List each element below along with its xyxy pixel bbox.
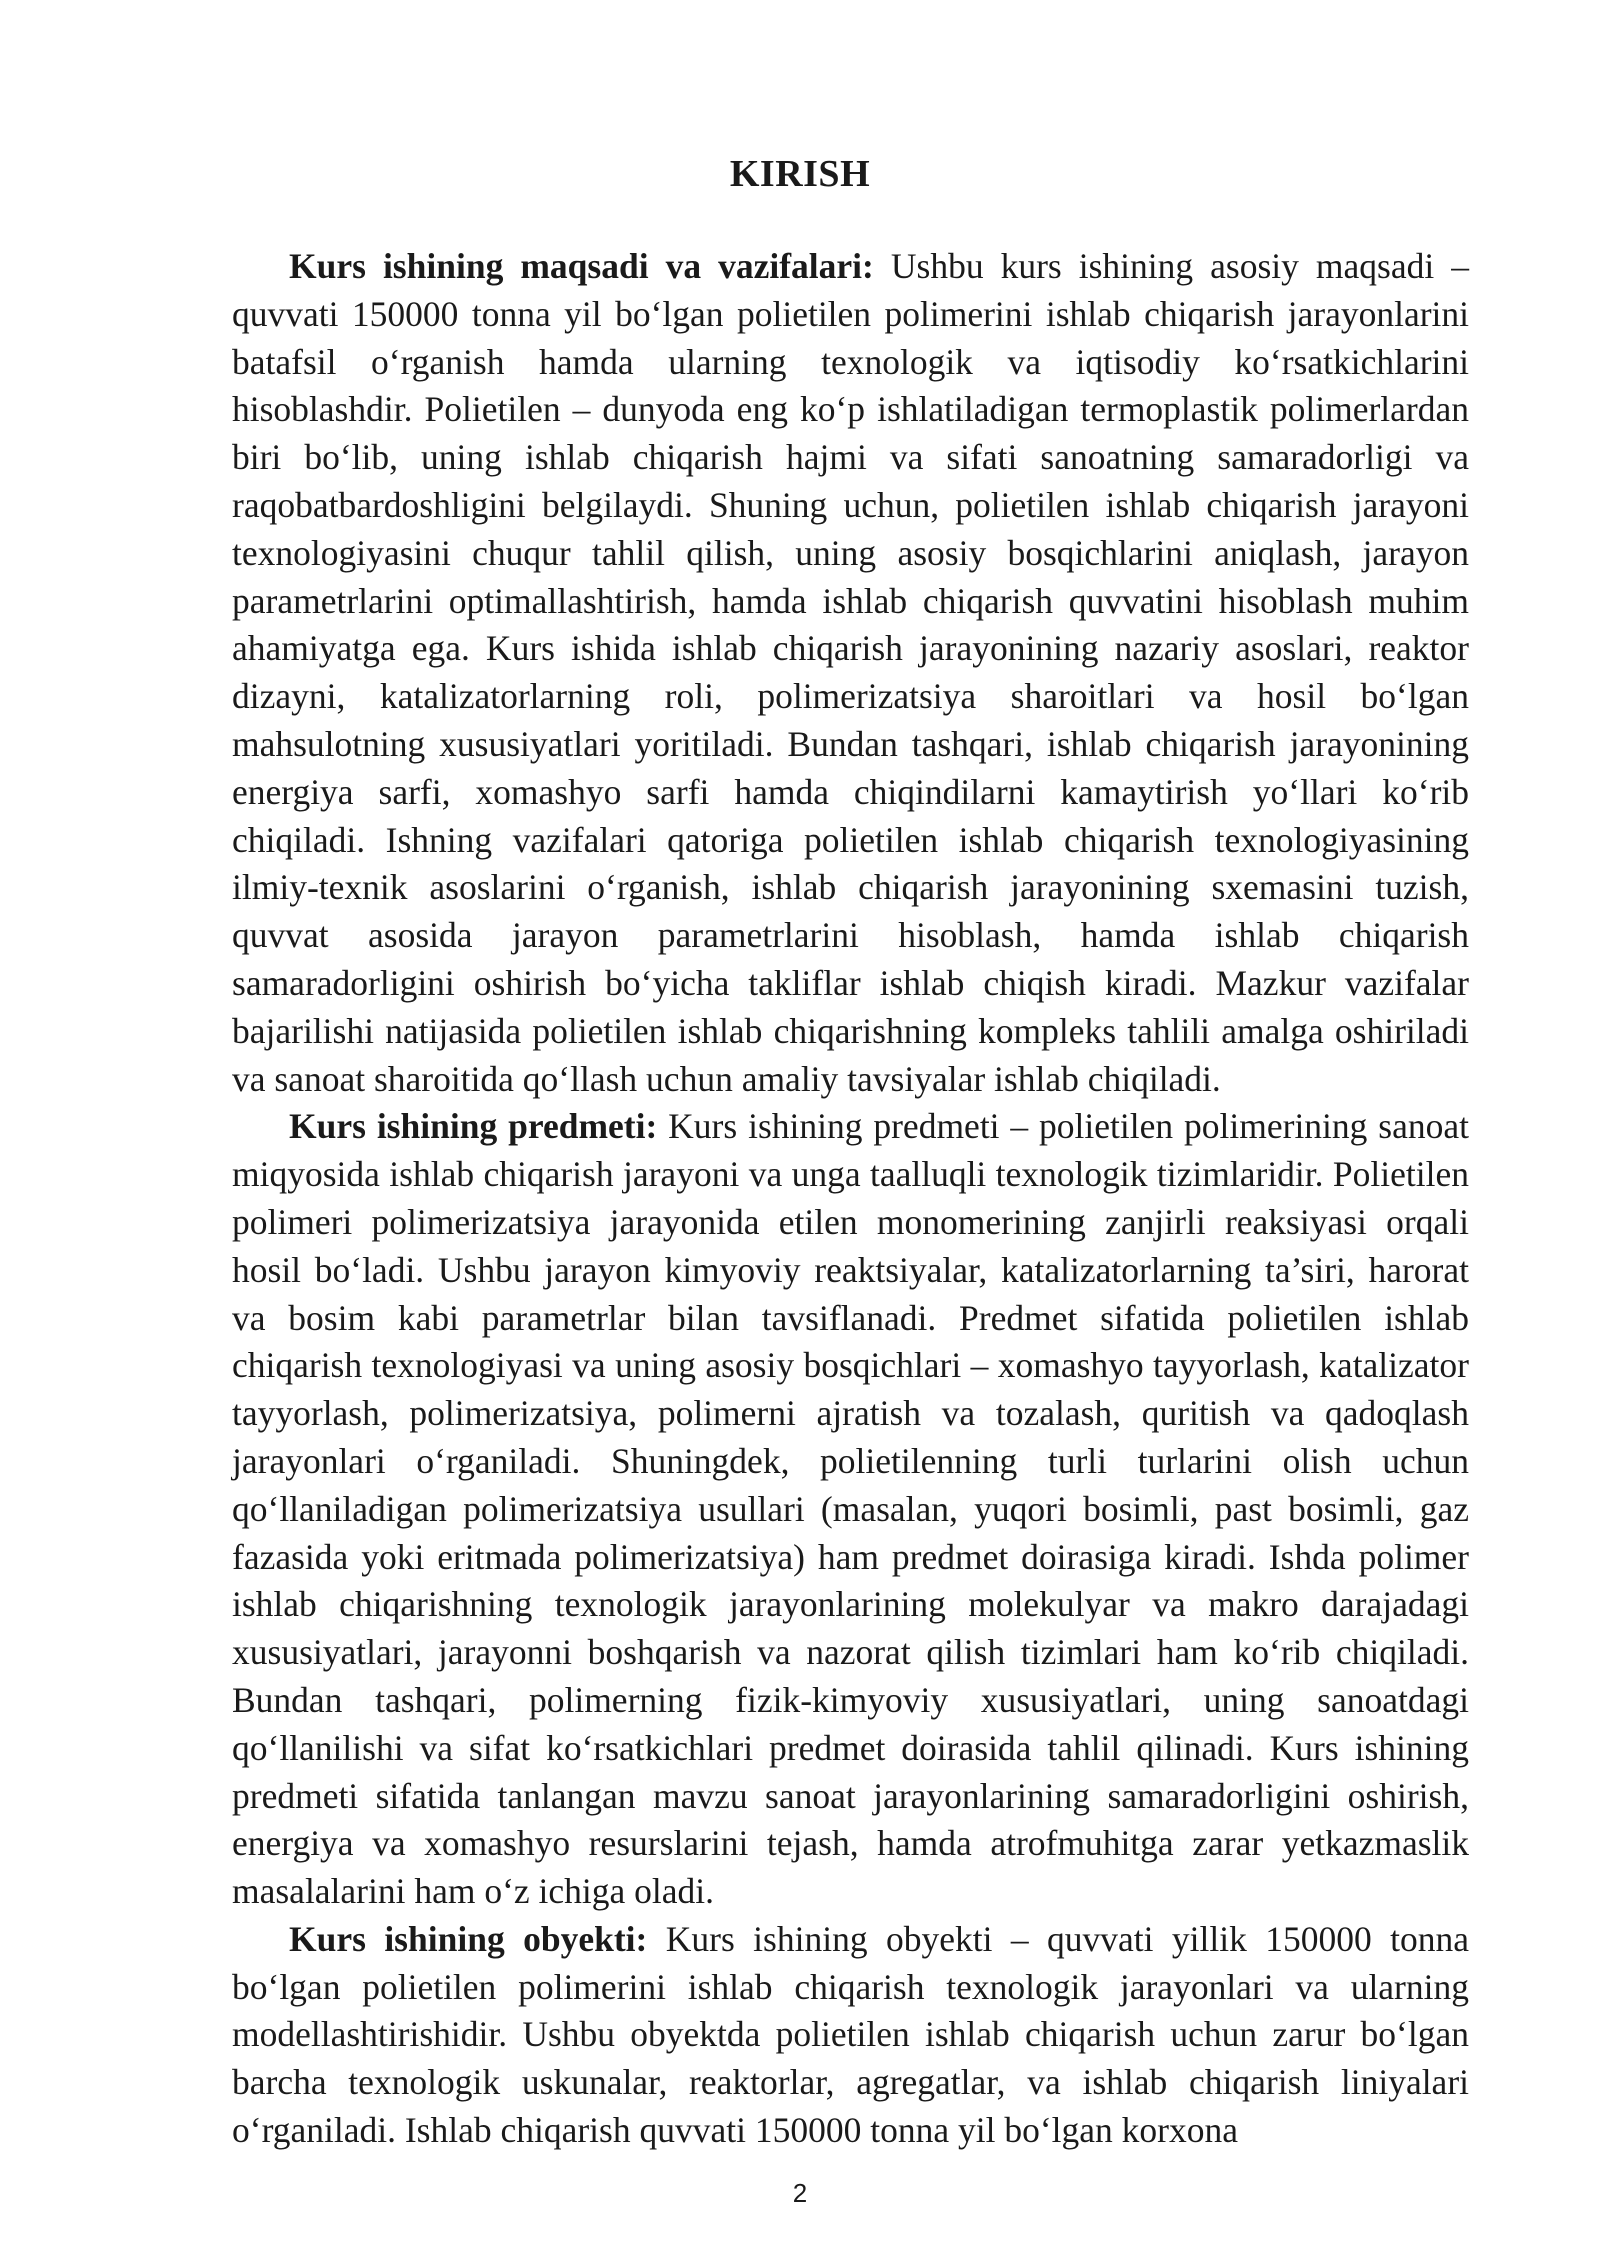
paragraph-object bbox=[232, 1916, 1469, 2155]
document-body bbox=[232, 243, 1469, 2155]
paragraph-goals bbox=[232, 243, 1469, 1103]
paragraph-lead: Kurs ishining maqsadi va vazifalari: bbox=[289, 246, 874, 286]
paragraph-text: Ushbu kurs ishining asosiy maqsadi – quvvati 150000 tonna yil bo‘lgan polietilen polimerini ishlab chiqarish jarayonlarini batafsil o‘rganish hamda ularning texnologik va iqtisodiy ko‘rsatkichlarini hisoblashdir. Polietilen – dunyoda eng ko‘p ishlatiladigan termoplastik polimerlardan biri bo‘lib, uning ishlab chiqarish hajmi va sifati sanoatning samaradorligi va raqobatbardoshligini belgilaydi. Shuning uchun, polietilen ishlab chiqarish jarayoni texnologiyasini chuqur tahlil qilish, uning asosiy bosqichlarini aniqlash, jarayon parametrlarini optimallashtirish, hamda ishlab chiqarish quvvatini hisoblash muhim ahamiyatga ega. Kurs ishida ishlab chiqarish jarayonining nazariy asoslari, reaktor dizayni, katalizatorlarning roli, polimerizatsiya sharoitlari va hosil bo‘lgan mahsulotning xususiyatlari yoritiladi. Bundan tashqari, ishlab chiqarish jarayonining energiya sarfi, xomashyo sarfi hamda chiqindilarni kamaytirish yo‘llari ko‘rib chiqiladi. Ishning vazifalari qatoriga polietilen ishlab chiqarish texnologiyasining ilmiy-texnik asoslarini o‘rganish, ishlab chiqarish jarayonining sxemasini tuzish, quvvat asosida jarayon parametrlarini hisoblash, hamda ishlab chiqarish samaradorligini oshirish bo‘yicha takliflar ishlab chiqish kiradi. Mazkur vazifalar bajarilishi natijasida polietilen ishlab chiqarishning kompleks tahlili amalga oshiriladi va sanoat sharoitida qo‘llash uchun amaliy tavsiyalar ishlab chiqiladi. bbox=[232, 246, 1469, 1099]
paragraph-lead: Kurs ishining obyekti: bbox=[289, 1918, 648, 1959]
paragraph-text: Kurs ishining predmeti – polietilen polimerining sanoat miqyosida ishlab chiqarish jarayoni va unga taalluqli texnologik tizimlaridir. Polietilen polimeri polimerizatsiya jarayonida etilen monomerining zanjirli reaksiyasi orqali hosil bo‘ladi. Ushbu jarayon kimyoviy reaktsiyalar, katalizatorlarning ta’siri, harorat va bosim kabi parametrlar bilan tavsiflanadi. Predmet sifatida polietilen ishlab chiqarish texnologiyasi va uning asosiy bosqichlari – xomashyo tayyorlash, katalizator tayyorlash, polimerizatsiya, polimerni ajratish va tozalash, quritish va qadoqlash jarayonlari o‘rganiladi. Shuningdek, polietilenning turli turlarini olish uchun qo‘llaniladigan polimerizatsiya usullari (masalan, yuqori bosimli, past bosimli, gaz fazasida yoki eritmada polimerizatsiya) ham predmet doirasiga kiradi. Ishda polimer ishlab chiqarishning texnologik jarayonlarining molekulyar va makro darajadagi xususiyatlari, jarayonni boshqarish va nazorat qilish tizimlari ham ko‘rib chiqiladi. Bundan tashqari, polimerning fizik-kimyoviy xususiyatlari, uning sanoatdagi qo‘llanilishi va sifat ko‘rsatkichlari predmet doirasida tahlil qilinadi. Kurs ishining predmeti sifatida tanlangan mavzu sanoat jarayonlarining samaradorligini oshirish, energiya va xomashyo resurslarini tejash, hamda atrofmuhitga zarar yetkazmaslik masalalarini ham o‘z ichiga oladi. bbox=[232, 1106, 1469, 1912]
paragraph-text: Kurs ishining obyekti – quvvati yillik 150000 tonna bo‘lgan polietilen polimerini ishlab chiqarish texnologik jarayonlari va ularning modellashtirishidir. Ushbu obyektda polietilen ishlab chiqarish uchun zarur bo‘lgan barcha texnologik uskunalar, reaktorlar, agregatlar, va ishlab chiqarish liniyalari o‘rganiladi. Ishlab chiqarish quvvati 150000 tonna yil bo‘lgan korxona bbox=[232, 1918, 1469, 2151]
page-number: 2 bbox=[792, 2178, 808, 2208]
page-title: KIRISH bbox=[729, 153, 871, 195]
paragraph-lead: Kurs ishining predmeti: bbox=[289, 1106, 658, 1147]
paragraph-subject bbox=[232, 1103, 1469, 1916]
